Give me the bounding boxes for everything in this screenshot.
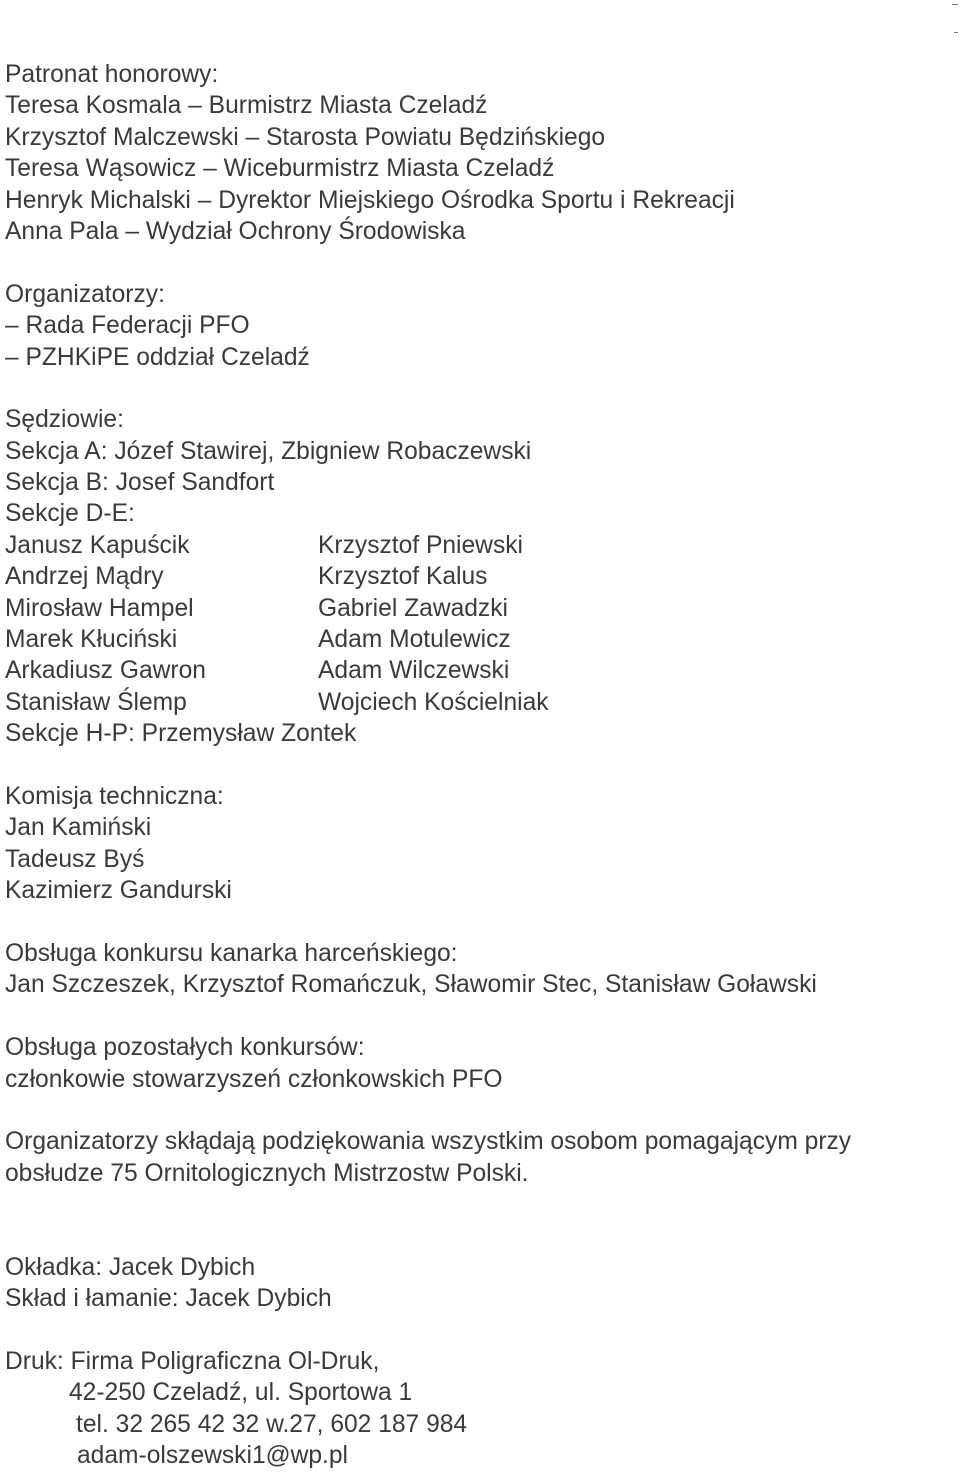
section-spacer: [5, 1095, 945, 1126]
judge-name: Andrzej Mądry: [5, 563, 164, 591]
thanks-line: obsłudze 75 Ornitologicznych Mistrzostw Polski.: [5, 1159, 529, 1187]
edge-mark-lower: [954, 32, 958, 33]
print-section: [5, 1346, 945, 1472]
judges-heading: Sędziowie:: [5, 406, 124, 434]
edge-mark-top: [952, 4, 958, 5]
section-spacer: [5, 750, 945, 781]
section-spacer: [5, 247, 945, 278]
judge-name: Gabriel Zawadzki: [318, 594, 508, 622]
patron-entry: Henryk Michalski – Dyrektor Miejskiego Ośrodka Sportu i Rekreacji: [5, 186, 735, 214]
patron-entry: Teresa Wąsowicz – Wiceburmistrz Miasta Czeladź: [5, 155, 555, 183]
judges-section: [5, 404, 945, 749]
thanks-section: [5, 1126, 945, 1189]
credits-page: [5, 59, 945, 1472]
layout-credit: Skład i łamanie: Jacek Dybich: [5, 1285, 332, 1313]
judges-pair-row: [5, 593, 945, 624]
patronage-section: [5, 59, 945, 247]
section-spacer: [5, 373, 945, 404]
organizers-heading: Organizatorzy:: [5, 280, 165, 308]
other-contests-members: członkowie stowarzyszeń członkowskich PFO: [5, 1065, 503, 1093]
patron-entry: Teresa Kosmala – Burmistrz Miasta Czeladź: [5, 92, 488, 120]
section-spacer: [5, 907, 945, 938]
judges-pair-row: [5, 530, 945, 561]
commission-member: Tadeusz Byś: [5, 845, 145, 873]
harz-canary-heading: Obsługa konkursu kanarka harceńskiego:: [5, 939, 458, 967]
judge-name: Krzysztof Kalus: [318, 563, 488, 591]
patron-entry: Krzysztof Malczewski – Starosta Powiatu Będzińskiego: [5, 123, 606, 151]
commission-member: Jan Kamiński: [5, 814, 152, 842]
patronage-heading: Patronat honorowy:: [5, 61, 219, 88]
thanks-line: Organizatorzy skłądają podziękowania wszystkim osobom pomagającym przy: [5, 1128, 852, 1156]
print-phone: tel. 32 265 42 32 w.27, 602 187 984: [76, 1410, 468, 1438]
judges-section-b: Sekcja B: Josef Sandfort: [5, 469, 275, 497]
technical-commission-section: [5, 781, 945, 907]
judge-name: Adam Wilczewski: [318, 657, 510, 685]
print-email: adam-olszewski1@wp.pl: [77, 1442, 348, 1470]
judges-pair-row: [5, 687, 945, 718]
judge-name: Mirosław Hampel: [5, 594, 194, 622]
print-house: Druk: Firma Poligraficzna Ol-Druk,: [5, 1348, 380, 1376]
judge-name: Stanisław Ślemp: [5, 688, 187, 716]
section-spacer: [5, 1001, 945, 1032]
judge-name: Wojciech Kościelniak: [318, 688, 549, 716]
harz-canary-section: [5, 938, 945, 1001]
organizer-entry: – Rada Federacji PFO: [5, 312, 250, 340]
judges-section-hp: Sekcje H-P: Przemysław Zontek: [5, 720, 357, 748]
organizer-entry: – PZHKiPE oddział Czeladź: [5, 343, 310, 371]
judges-pair-row: [5, 655, 945, 686]
judge-name: Janusz Kapuścik: [5, 531, 190, 559]
credits-section: [5, 1252, 945, 1315]
judge-name: Marek Kłuciński: [5, 626, 178, 654]
organizers-section: [5, 279, 945, 373]
judges-pair-row: [5, 624, 945, 655]
judge-name: Krzysztof Pniewski: [318, 531, 523, 559]
judges-section-a: Sekcja A: Józef Stawirej, Zbigniew Robaczewski: [5, 437, 532, 465]
patron-entry: Anna Pala – Wydział Ochrony Środowiska: [5, 217, 466, 245]
judge-name: Adam Motulewicz: [318, 626, 511, 654]
print-address: 42-250 Czeladź, ul. Sportowa 1: [69, 1379, 413, 1407]
cover-credit: Okładka: Jacek Dybich: [5, 1253, 256, 1281]
judges-section-de-heading: Sekcje D-E:: [5, 500, 135, 528]
section-spacer: [5, 1220, 945, 1251]
harz-canary-members: Jan Szczeszek, Krzysztof Romańczuk, Sławomir Stec, Stanisław Goławski: [5, 971, 817, 999]
section-spacer: [5, 1315, 945, 1346]
other-contests-heading: Obsługa pozostałych konkursów:: [5, 1034, 365, 1062]
commission-member: Kazimierz Gandurski: [5, 877, 232, 905]
section-spacer: [5, 1189, 945, 1220]
technical-commission-heading: Komisja techniczna:: [5, 782, 224, 810]
judge-name: Arkadiusz Gawron: [5, 657, 206, 685]
judges-pair-row: [5, 561, 945, 592]
other-contests-section: [5, 1032, 945, 1095]
